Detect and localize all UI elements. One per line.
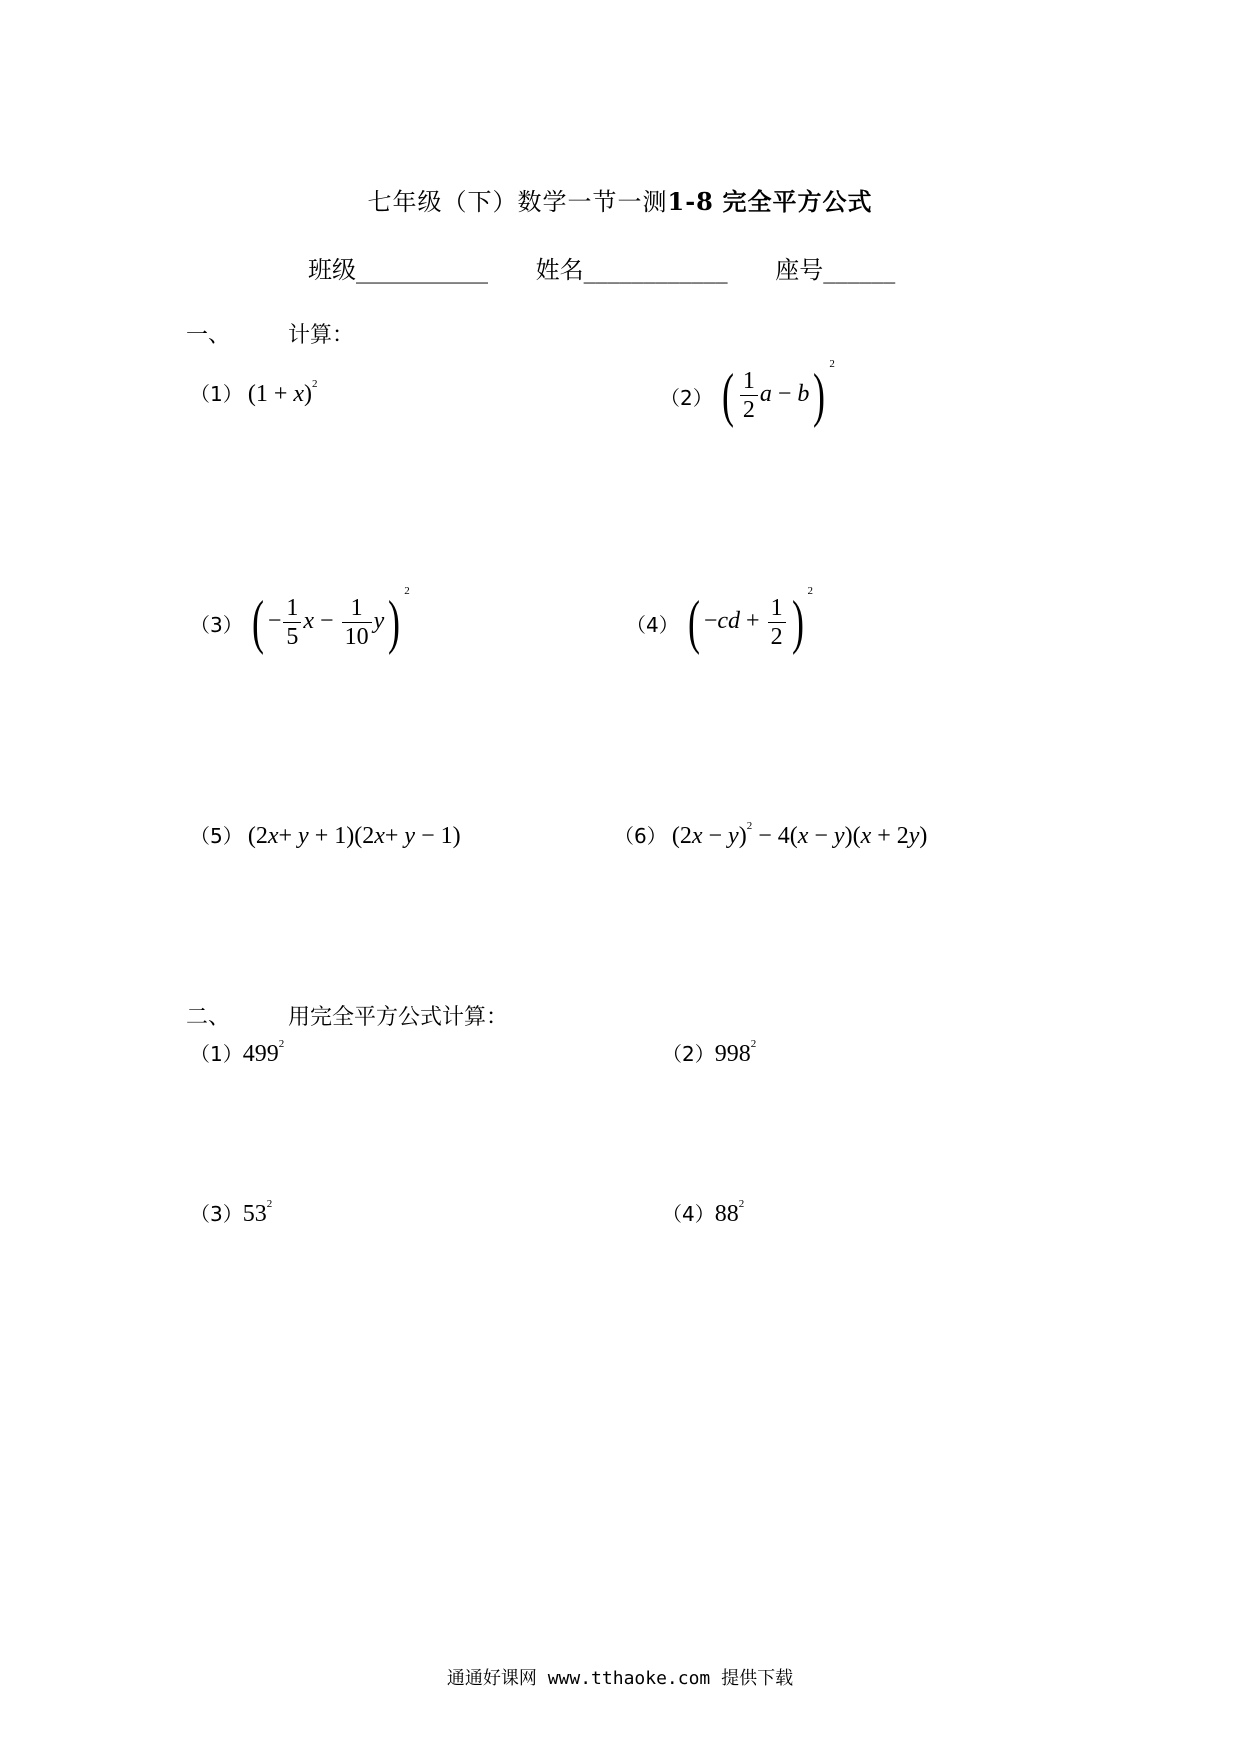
number-base: 998 — [714, 1041, 751, 1067]
problem-label: （6） — [614, 824, 667, 848]
class-blank: ___________ — [356, 256, 488, 284]
problem-label: （4） — [626, 613, 679, 637]
title-topic: 完全平方公式 — [722, 187, 873, 216]
math-expression: $(2x - y)^2 - 4(x - y)(x + 2y)$ — [671, 820, 928, 849]
section2-text: 用完全平方公式计算： — [288, 1005, 509, 1030]
problem-label: （4） — [662, 1202, 715, 1226]
number-base: 53 — [242, 1201, 267, 1227]
student-info — [308, 250, 895, 285]
number-base: 88 — [714, 1201, 739, 1227]
problem-label: （5） — [190, 824, 243, 848]
title-prefix: 七年级（下）数学一节一测 — [367, 188, 668, 216]
problem-label: （2） — [662, 1042, 715, 1066]
problem-1-2 — [660, 358, 835, 429]
problem-1-6 — [614, 820, 927, 850]
problem-label: （2） — [660, 386, 713, 410]
math-expression: $(1 + x)^2$ — [247, 378, 318, 407]
problem-2-4 — [662, 1198, 744, 1228]
math-expression: ( −cd + $\frac{1}{2}$ ) $^2$ — [687, 585, 814, 656]
number-exponent: 2 — [738, 1198, 745, 1210]
problem-1-3 — [190, 585, 410, 656]
class-label: 班级 — [308, 256, 356, 284]
footer-text: 通通好课网 www.tthaoke.com 提供下载 — [446, 1668, 794, 1689]
section1-text: 计算： — [288, 323, 355, 348]
problem-2-1 — [190, 1038, 284, 1068]
problem-2-2 — [662, 1038, 756, 1068]
section2-heading — [186, 1000, 508, 1031]
problem-2-3 — [190, 1198, 272, 1228]
math-expression: ( − $\frac{1}{5}$ x − $\frac{1}{10}$ y) $^2$ — [251, 585, 410, 656]
problem-label: （1） — [190, 1042, 243, 1066]
number-exponent: 2 — [278, 1038, 285, 1050]
math-expression: ( $\frac{1}{2}$ a − b) $^2$ — [721, 358, 835, 429]
name-blank: ____________ — [583, 256, 728, 284]
page-title — [0, 182, 1240, 217]
title-code: 1-8 — [667, 187, 714, 216]
problem-1-4 — [626, 585, 814, 656]
seat-label: 座号 — [775, 256, 824, 284]
number-exponent: 2 — [750, 1038, 757, 1050]
seat-blank: ______ — [823, 256, 896, 284]
section1-number: 一、 — [186, 323, 231, 348]
number-exponent: 2 — [266, 1198, 273, 1210]
number-base: 499 — [242, 1041, 279, 1067]
section2-number: 二、 — [186, 1005, 231, 1030]
problem-1-1 — [190, 378, 318, 408]
name-label: 姓名 — [535, 256, 584, 284]
problem-label: （3） — [190, 1202, 243, 1226]
problem-label: （3） — [190, 613, 243, 637]
section1-heading — [186, 318, 354, 349]
problem-1-5 — [190, 820, 461, 850]
math-expression: (2x+ y + 1)(2x+ y − 1) — [247, 823, 461, 849]
problem-label: （1） — [190, 382, 243, 406]
